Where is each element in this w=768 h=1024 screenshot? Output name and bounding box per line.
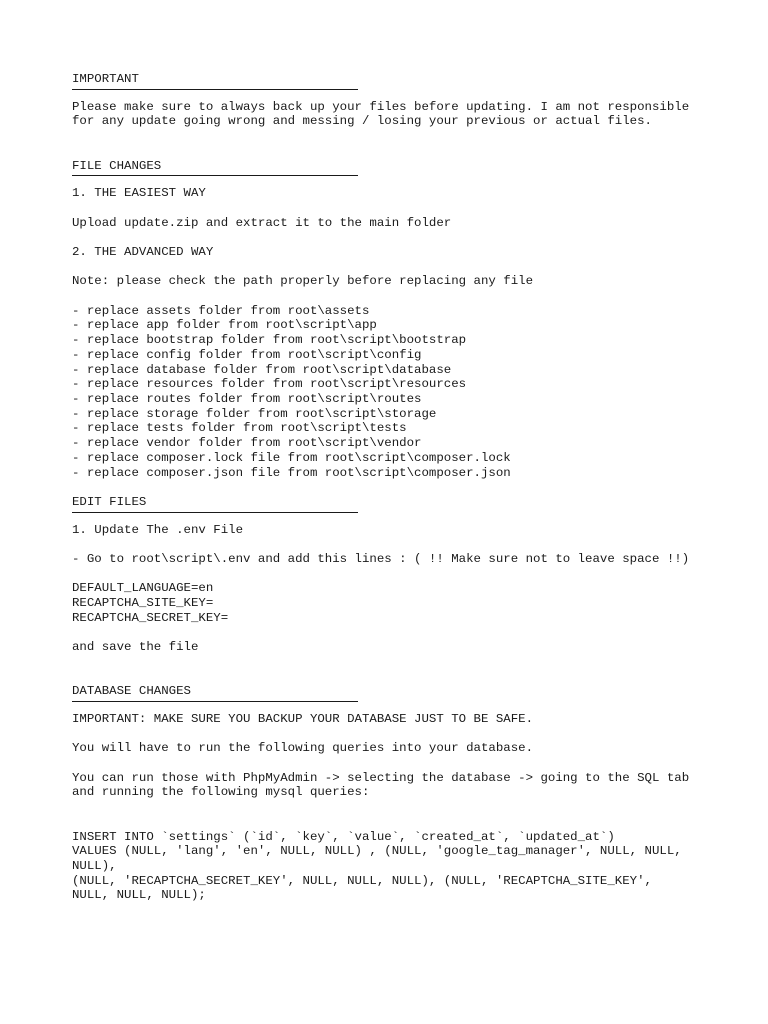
code-line: DEFAULT_LANGUAGE=en [72, 581, 214, 596]
section-heading: IMPORTANT [72, 72, 139, 86]
note-line: Note: please check the path properly before replacing any file [72, 274, 534, 289]
code-line: RECAPTCHA_SITE_KEY= [72, 596, 214, 611]
file-changes-section [72, 159, 712, 481]
list-item: - replace app folder from root\script\app [72, 318, 377, 333]
replace-steps-list [72, 304, 712, 480]
paragraph-line: and save the file [72, 640, 199, 655]
code-line: (NULL, 'RECAPTCHA_SECRET_KEY', NULL, NULL, NULL), (NULL, 'RECAPTCHA_SITE_KEY', [72, 873, 652, 888]
important-section [72, 72, 712, 129]
paragraph-line: You can run those with PhpMyAdmin -> selecting the database -> going to the SQL tab [72, 770, 690, 785]
list-item: - replace composer.json file from root\script\composer.json [72, 465, 511, 480]
heading-rule [72, 512, 358, 513]
heading-rule [72, 89, 358, 90]
subsection-title: 1. Update The .env File [72, 522, 244, 537]
list-item: - replace tests folder from root\script\tests [72, 421, 407, 436]
warning-line: IMPORTANT: MAKE SURE YOU BACKUP YOUR DATABASE JUST TO BE SAFE. [72, 711, 534, 726]
list-item: - replace composer.lock file from root\script\composer.lock [72, 450, 511, 465]
section-heading: DATABASE CHANGES [72, 684, 191, 699]
subsection-title: 2. THE ADVANCED WAY [72, 244, 214, 259]
list-item: - replace vendor folder from root\script\vendor [72, 436, 422, 451]
subsection-title: 1. THE EASIEST WAY [72, 186, 206, 201]
code-line: INSERT INTO `settings` (`id`, `key`, `value`, `created_at`, `updated_at`) [72, 829, 615, 844]
heading-rule [72, 175, 358, 176]
list-item: - replace routes folder from root\script\routes [72, 391, 422, 406]
paragraph-line: and running the following mysql queries: [72, 785, 370, 800]
paragraph-line: You will have to run the following queries into your database. [72, 741, 534, 756]
code-line: RECAPTCHA_SECRET_KEY= [72, 610, 229, 625]
document-page [72, 72, 712, 903]
code-line: NULL), [72, 858, 117, 873]
section-heading: FILE CHANGES [72, 158, 162, 173]
paragraph-line: Please make sure to always back up your files before updating. I am not responsible [72, 99, 690, 114]
paragraph-line: Upload update.zip and extract it to the main folder [72, 215, 452, 230]
code-line: VALUES (NULL, 'lang', 'en', NULL, NULL) , (NULL, 'google_tag_manager', NULL, NULL, [72, 844, 682, 859]
section-heading: EDIT FILES [72, 494, 147, 509]
env-code-block [72, 581, 712, 625]
list-item: - replace resources folder from root\script\resources [72, 377, 467, 392]
list-item: - replace database folder from root\script\database [72, 362, 452, 377]
instruction-line: - Go to root\script\.env and add this lines : ( !! Make sure not to leave space !!) [72, 551, 690, 566]
list-item: - replace config folder from root\script\config [72, 347, 422, 362]
code-line: NULL, NULL, NULL); [72, 888, 206, 903]
list-item: - replace assets folder from root\assets [72, 303, 370, 318]
edit-files-section [72, 495, 712, 655]
heading-rule [72, 701, 358, 702]
database-changes-section [72, 684, 712, 903]
list-item: - replace storage folder from root\script\storage [72, 406, 437, 421]
sql-code-block [72, 830, 712, 904]
paragraph-line: for any update going wrong and messing / losing your previous or actual files. [72, 114, 652, 129]
list-item: - replace bootstrap folder from root\script\bootstrap [72, 333, 467, 348]
